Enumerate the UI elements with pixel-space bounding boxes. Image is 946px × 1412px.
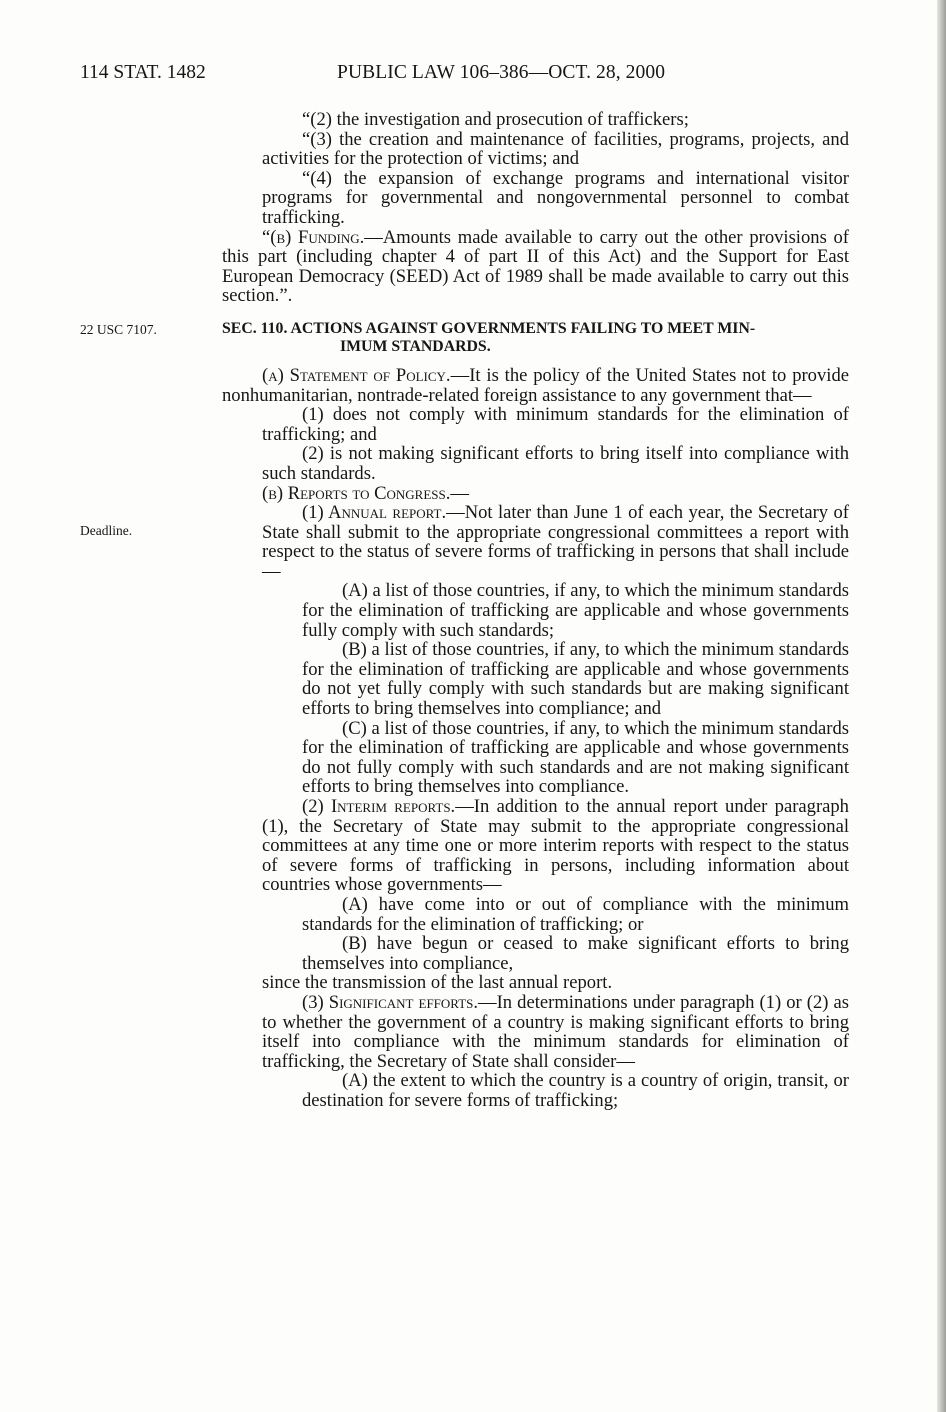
paragraph-b-heading (222, 484, 849, 504)
public-law-title: PUBLIC LAW 106–386—OCT. 28, 2000 (337, 62, 666, 83)
paragraph-a1: (1) does not comply with minimum standards for the elimination of trafficking; and (262, 404, 849, 445)
paragraph-b3 (262, 993, 849, 1071)
page-edge-shadow (937, 0, 946, 1412)
section-heading-line2: IMUM STANDARDS. (340, 337, 491, 355)
running-header (0, 62, 946, 88)
paragraph-item-3: “(3) the creation and maintenance of facilities, programs, projects, and activities for the protection of victims; and (262, 128, 849, 170)
paragraph-b1-C: (C) a list of those countries, if any, to which the minimum standards for the elimination of trafficking are applicable and whose governments do not fully comply with such standards and are not making significant efforts to bring themselves into compliance. (302, 717, 849, 798)
paragraph-b2 (262, 797, 849, 895)
paragraph-b3-A: (A) the extent to which the country is a country of origin, transit, or destination for severe forms of trafficking; (302, 1070, 849, 1111)
paragraph-a2: (2) is not making significant efforts to bring itself into compliance with such standards. (262, 443, 849, 484)
funding-heading: “(b) Funding. (262, 226, 365, 248)
paragraph-funding (222, 228, 849, 306)
stat-citation: 114 STAT. 1482 (80, 62, 206, 83)
b3-heading: (3) Significant efforts. (302, 991, 479, 1013)
paragraph-b1-B: (B) a list of those countries, if any, to which the minimum standards for the elimination of trafficking are applicable and whose governments do not yet fully comply with such standards but are making significant efforts to bring themselves into compliance; and (302, 639, 849, 720)
paragraph-b2-A: (A) have come into or out of compliance with the minimum standards for the elimination of trafficking; or (302, 893, 849, 935)
funding-text: —Amounts made available to carry out the other provisions of this part (including chapter 4 of part II of this Act) and the Support for East European Democracy (SEED) Act of 1989 shall be made available to carry out this section.”. (222, 226, 849, 307)
b1-text: —Not later than June 1 of each year, the Secretary of State shall submit to the appropriate congressional committees a report with respect to the status of severe forms of trafficking in persons that shall include— (262, 502, 849, 582)
a-heading: (a) Statement of Policy. (262, 364, 451, 386)
paragraph-b2-B: (B) have begun or ceased to make significant efforts to bring themselves into compliance, (302, 933, 849, 974)
body-text (222, 110, 849, 1111)
a-text: —It is the policy of the United States not to provide nonhumanitarian, nontrade-related foreign assistance to any government that— (222, 364, 849, 406)
paragraph-b1-A: (A) a list of those countries, if any, to which the minimum standards for the elimination of trafficking are applicable and whose governments fully comply with such standards; (302, 580, 849, 641)
section-heading-line1: SEC. 110. ACTIONS AGAINST GOVERNMENTS FAILING TO MEET MIN- (222, 319, 756, 337)
b2-heading: (2) Interim reports. (302, 796, 456, 817)
margin-note-usc: 22 USC 7107. (80, 322, 157, 337)
paragraph-a-policy (222, 366, 849, 405)
b-heading-dash: — (450, 482, 469, 504)
paragraph-item-4: “(4) the expansion of exchange programs and international visitor programs for governmental and nongovernmental personnel to combat trafficking. (262, 167, 849, 228)
paragraph-b1 (262, 503, 849, 581)
paragraph-b2-tail: since the transmission of the last annual report. (262, 972, 613, 994)
b3-text: —In determinations under paragraph (1) or (2) as to whether the government of a country is making significant efforts to bring itself into compliance with the minimum standards for elimination of trafficking, the Secretary of State shall consider— (262, 991, 849, 1072)
section-heading (222, 320, 849, 356)
b1-heading: (1) Annual report. (302, 502, 447, 524)
paragraph-item-2: “(2) the investigation and prosecution of traffickers; (302, 109, 689, 130)
b-heading: (b) Reports to Congress. (262, 482, 451, 504)
margin-note-deadline: Deadline. (80, 523, 133, 538)
b2-text: —In addition to the annual report under paragraph (1), the Secretary of State may submit to the appropriate congressional committees at any time one or more interim reports with respect to the status of severe forms of trafficking in persons, including information about countries whose governments— (262, 796, 849, 896)
